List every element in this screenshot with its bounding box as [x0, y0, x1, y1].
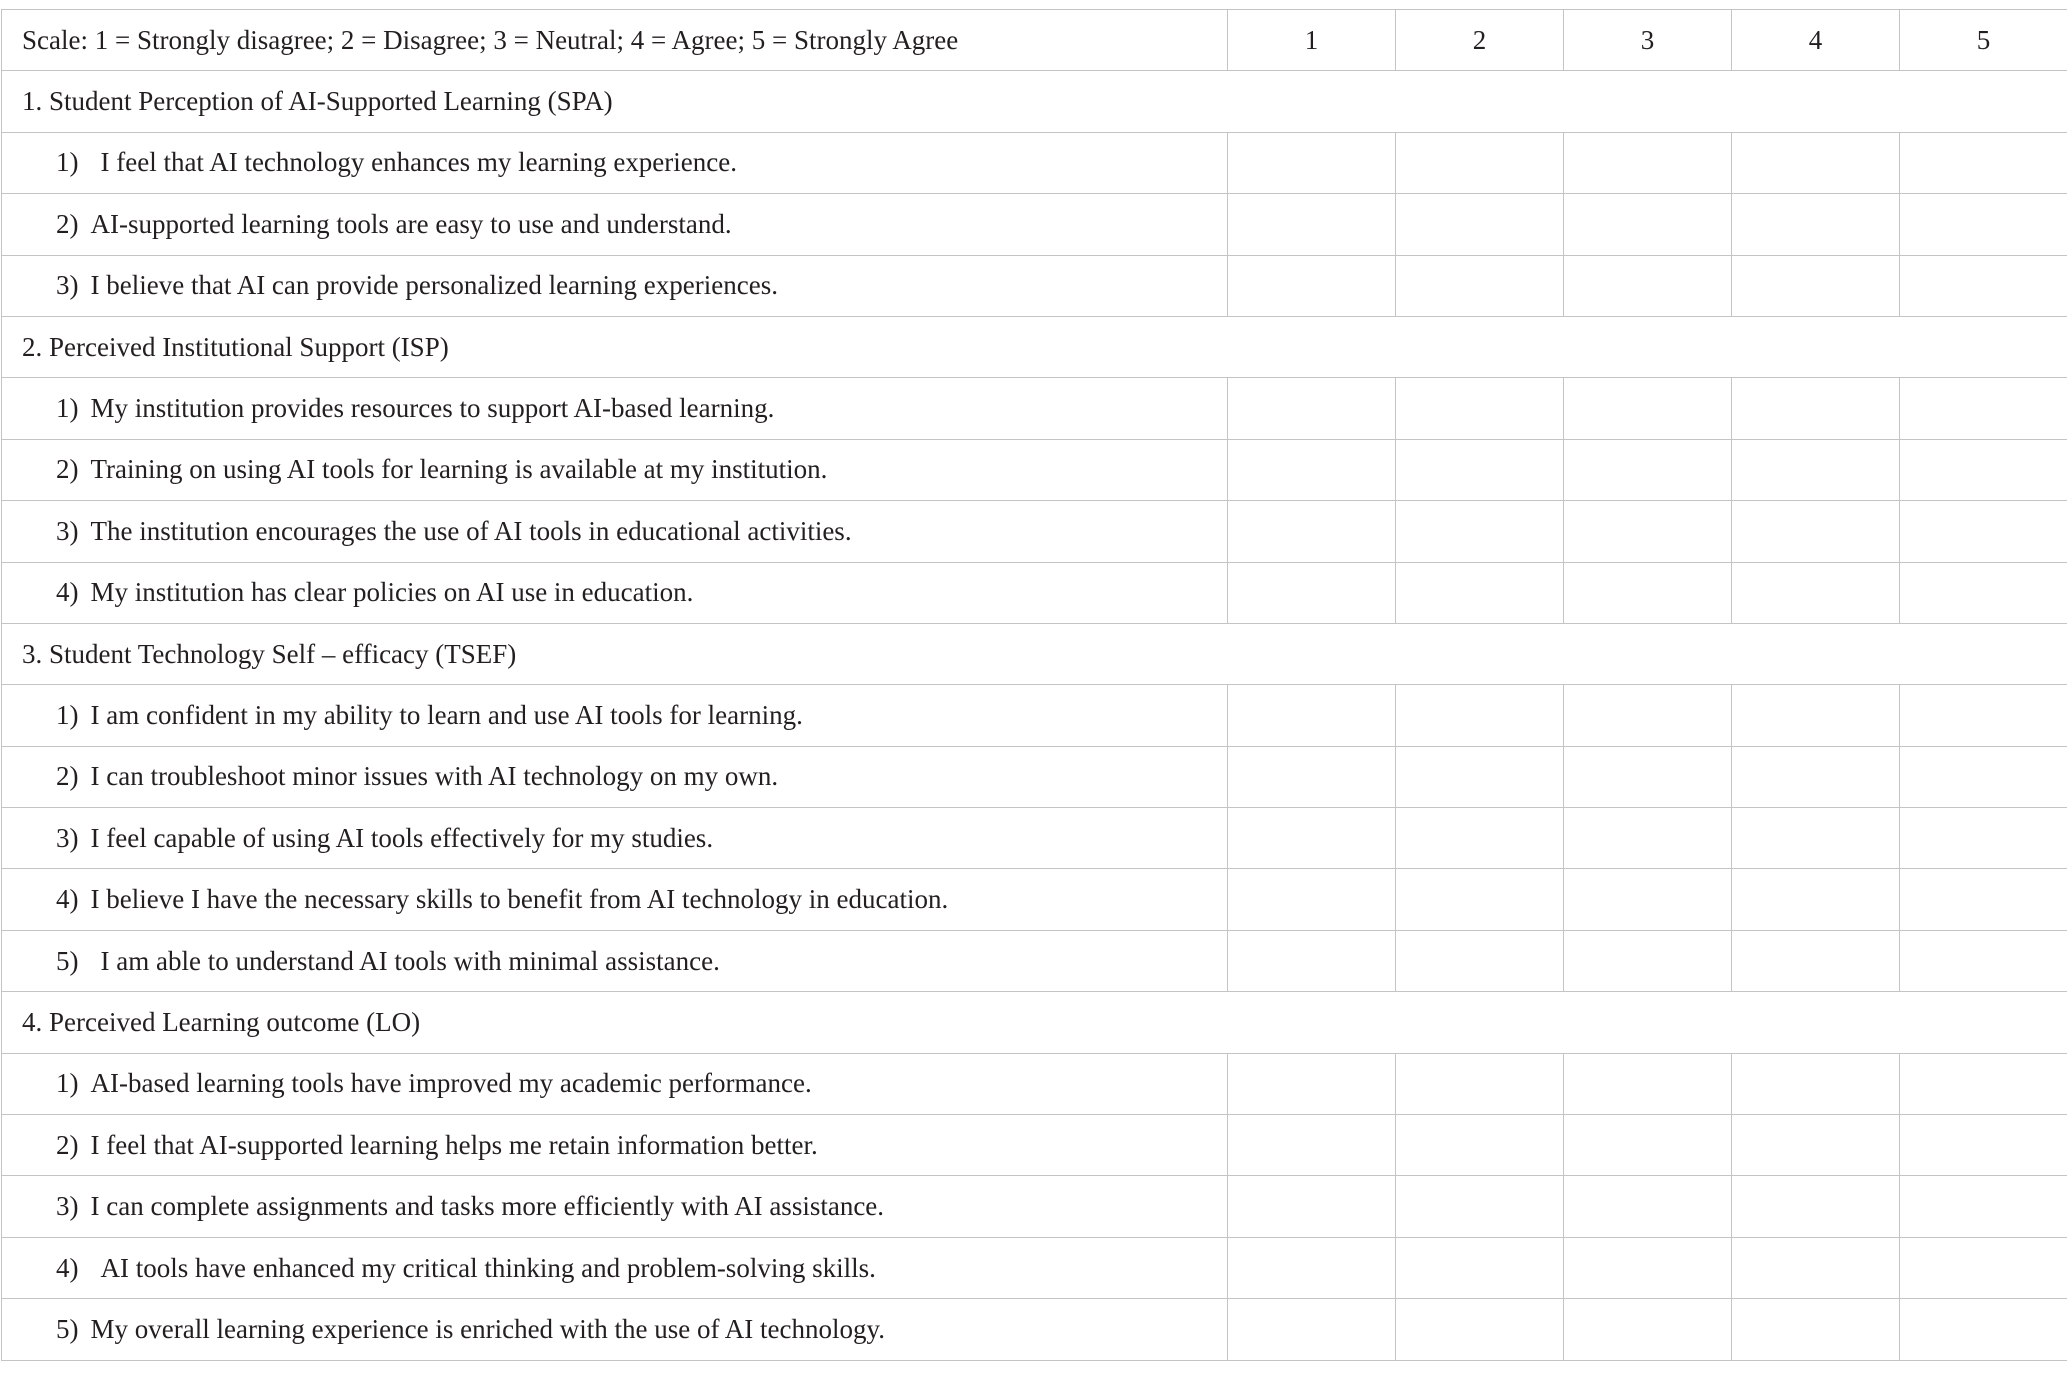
answer-cell-5[interactable]: [1900, 930, 2067, 991]
answer-cell-4[interactable]: [1732, 501, 1900, 562]
item-statement: I believe that AI can provide personalized learning experiences.: [90, 270, 778, 301]
item-number: 2): [56, 1129, 79, 1160]
answer-cell-5[interactable]: [1900, 746, 2067, 807]
item-statement: The institution encourages the use of AI tools in educational activities.: [90, 515, 852, 546]
answer-cell-4[interactable]: [1732, 930, 1900, 991]
answer-cell-2[interactable]: [1396, 1299, 1564, 1360]
scale-point-4: 4: [1732, 10, 1900, 71]
item-text: [2, 562, 1228, 623]
item-statement: I can troubleshoot minor issues with AI technology on my own.: [90, 761, 779, 792]
section-title-spa: 1. Student Perception of AI-Supported Learning (SPA): [2, 71, 2067, 132]
answer-cell-2[interactable]: [1396, 255, 1564, 316]
answer-cell-3[interactable]: [1564, 562, 1732, 623]
item-row: [2, 194, 2067, 255]
answer-cell-5[interactable]: [1900, 685, 2067, 746]
scale-point-5: 5: [1900, 10, 2067, 71]
item-statement: I am confident in my ability to learn and use AI tools for learning.: [90, 699, 803, 730]
answer-cell-1[interactable]: [1228, 1299, 1396, 1360]
item-text: [2, 439, 1228, 500]
answer-cell-4[interactable]: [1732, 1053, 1900, 1114]
item-text: [2, 1053, 1228, 1114]
item-statement: My institution provides resources to support AI-based learning.: [90, 393, 775, 424]
item-statement: AI tools have enhanced my critical thinking and problem-solving skills.: [100, 1252, 876, 1283]
answer-cell-3[interactable]: [1564, 1115, 1732, 1176]
answer-cell-2[interactable]: [1396, 1237, 1564, 1298]
likert-survey-table: [1, 9, 2067, 1361]
item-number: 5): [56, 1313, 79, 1344]
answer-cell-2[interactable]: [1396, 1053, 1564, 1114]
item-row: [2, 562, 2067, 623]
item-number: 3): [56, 515, 79, 546]
item-row: [2, 378, 2067, 439]
answer-cell-4[interactable]: [1732, 1176, 1900, 1237]
answer-cell-1[interactable]: [1228, 1053, 1396, 1114]
answer-cell-3[interactable]: [1564, 1053, 1732, 1114]
item-number: 4): [56, 884, 79, 915]
answer-cell-1[interactable]: [1228, 501, 1396, 562]
answer-cell-3[interactable]: [1564, 132, 1732, 193]
answer-cell-1[interactable]: [1228, 562, 1396, 623]
item-text: [2, 132, 1228, 193]
item-row: [2, 1053, 2067, 1114]
answer-cell-3[interactable]: [1564, 439, 1732, 500]
answer-cell-5[interactable]: [1900, 808, 2067, 869]
answer-cell-2[interactable]: [1396, 501, 1564, 562]
item-number: 2): [56, 761, 79, 792]
answer-cell-5[interactable]: [1900, 1299, 2067, 1360]
item-number: 3): [56, 822, 79, 853]
answer-cell-4[interactable]: [1732, 685, 1900, 746]
answer-cell-3[interactable]: [1564, 194, 1732, 255]
section-title-lo: 4. Perceived Learning outcome (LO): [2, 992, 2067, 1053]
answer-cell-4[interactable]: [1732, 746, 1900, 807]
answer-cell-5[interactable]: [1900, 1115, 2067, 1176]
item-row: [2, 1176, 2067, 1237]
answer-cell-1[interactable]: [1228, 132, 1396, 193]
item-text: [2, 869, 1228, 930]
answer-cell-5[interactable]: [1900, 378, 2067, 439]
item-text: [2, 1299, 1228, 1360]
answer-cell-5[interactable]: [1900, 1237, 2067, 1298]
answer-cell-5[interactable]: [1900, 562, 2067, 623]
item-number: 3): [56, 270, 79, 301]
answer-cell-4[interactable]: [1732, 562, 1900, 623]
answer-cell-3[interactable]: [1564, 869, 1732, 930]
item-statement: I feel capable of using AI tools effectively for my studies.: [90, 822, 714, 853]
item-statement: My institution has clear policies on AI use in education.: [90, 577, 694, 608]
answer-cell-2[interactable]: [1396, 194, 1564, 255]
item-row: [2, 439, 2067, 500]
scale-description: Scale: 1 = Strongly disagree; 2 = Disagree; 3 = Neutral; 4 = Agree; 5 = Strongly Agree: [2, 10, 1228, 71]
item-text: [2, 378, 1228, 439]
answer-cell-4[interactable]: [1732, 378, 1900, 439]
answer-cell-1[interactable]: [1228, 255, 1396, 316]
answer-cell-3[interactable]: [1564, 930, 1732, 991]
scale-point-2: 2: [1396, 10, 1564, 71]
item-number: 1): [56, 393, 79, 424]
item-text: [2, 746, 1228, 807]
answer-cell-4[interactable]: [1732, 439, 1900, 500]
item-statement: I believe I have the necessary skills to benefit from AI technology in education.: [90, 884, 949, 915]
item-statement: AI-based learning tools have improved my academic performance.: [90, 1068, 812, 1099]
answer-cell-2[interactable]: [1396, 685, 1564, 746]
answer-cell-4[interactable]: [1732, 808, 1900, 869]
scale-point-3: 3: [1564, 10, 1732, 71]
answer-cell-5[interactable]: [1900, 869, 2067, 930]
scale-point-1: 1: [1228, 10, 1396, 71]
answer-cell-4[interactable]: [1732, 194, 1900, 255]
answer-cell-4[interactable]: [1732, 1237, 1900, 1298]
section-header-row: [2, 316, 2067, 377]
answer-cell-2[interactable]: [1396, 746, 1564, 807]
item-row: [2, 685, 2067, 746]
item-row: [2, 930, 2067, 991]
answer-cell-2[interactable]: [1396, 930, 1564, 991]
answer-cell-1[interactable]: [1228, 439, 1396, 500]
item-number: 4): [56, 1252, 79, 1283]
answer-cell-1[interactable]: [1228, 869, 1396, 930]
item-row: [2, 255, 2067, 316]
item-statement: Training on using AI tools for learning is available at my institution.: [90, 454, 828, 485]
answer-cell-1[interactable]: [1228, 685, 1396, 746]
answer-cell-4[interactable]: [1732, 1115, 1900, 1176]
answer-cell-2[interactable]: [1396, 562, 1564, 623]
section-header-row: [2, 623, 2067, 684]
answer-cell-3[interactable]: [1564, 1299, 1732, 1360]
item-number: 2): [56, 208, 79, 239]
item-row: [2, 132, 2067, 193]
item-text: [2, 1115, 1228, 1176]
answer-cell-3[interactable]: [1564, 1237, 1732, 1298]
answer-cell-2[interactable]: [1396, 439, 1564, 500]
answer-cell-3[interactable]: [1564, 746, 1732, 807]
item-number: 2): [56, 454, 79, 485]
item-number: 1): [56, 1068, 79, 1099]
answer-cell-5[interactable]: [1900, 1053, 2067, 1114]
item-number: 5): [56, 945, 79, 976]
answer-cell-1[interactable]: [1228, 1115, 1396, 1176]
answer-cell-2[interactable]: [1396, 132, 1564, 193]
item-row: [2, 808, 2067, 869]
item-text: [2, 930, 1228, 991]
item-row: [2, 1115, 2067, 1176]
answer-cell-1[interactable]: [1228, 1237, 1396, 1298]
section-title-tsef: 3. Student Technology Self – efficacy (TSEF): [2, 623, 2067, 684]
item-number: 4): [56, 577, 79, 608]
item-statement: My overall learning experience is enriched with the use of AI technology.: [90, 1313, 885, 1344]
answer-cell-3[interactable]: [1564, 808, 1732, 869]
item-text: [2, 255, 1228, 316]
item-number: 3): [56, 1191, 79, 1222]
answer-cell-5[interactable]: [1900, 501, 2067, 562]
answer-cell-4[interactable]: [1732, 255, 1900, 316]
item-statement: AI-supported learning tools are easy to use and understand.: [90, 208, 732, 239]
item-statement: I am able to understand AI tools with minimal assistance.: [100, 945, 720, 976]
answer-cell-3[interactable]: [1564, 378, 1732, 439]
item-text: [2, 1176, 1228, 1237]
answer-cell-3[interactable]: [1564, 255, 1732, 316]
answer-cell-5[interactable]: [1900, 439, 2067, 500]
answer-cell-3[interactable]: [1564, 501, 1732, 562]
item-row: [2, 869, 2067, 930]
item-row: [2, 1299, 2067, 1360]
answer-cell-2[interactable]: [1396, 808, 1564, 869]
answer-cell-4[interactable]: [1732, 132, 1900, 193]
header-row: [2, 10, 2067, 71]
item-text: [2, 1237, 1228, 1298]
item-number: 1): [56, 699, 79, 730]
answer-cell-5[interactable]: [1900, 1176, 2067, 1237]
section-header-row: [2, 71, 2067, 132]
answer-cell-2[interactable]: [1396, 1176, 1564, 1237]
answer-cell-3[interactable]: [1564, 685, 1732, 746]
section-title-isp: 2. Perceived Institutional Support (ISP): [2, 316, 2067, 377]
answer-cell-5[interactable]: [1900, 255, 2067, 316]
item-number: 1): [56, 147, 79, 178]
answer-cell-1[interactable]: [1228, 378, 1396, 439]
answer-cell-1[interactable]: [1228, 1176, 1396, 1237]
answer-cell-1[interactable]: [1228, 194, 1396, 255]
answer-cell-1[interactable]: [1228, 808, 1396, 869]
answer-cell-5[interactable]: [1900, 194, 2067, 255]
item-row: [2, 1237, 2067, 1298]
item-text: [2, 194, 1228, 255]
answer-cell-2[interactable]: [1396, 378, 1564, 439]
section-header-row: [2, 992, 2067, 1053]
answer-cell-2[interactable]: [1396, 869, 1564, 930]
answer-cell-1[interactable]: [1228, 746, 1396, 807]
item-text: [2, 685, 1228, 746]
item-row: [2, 501, 2067, 562]
answer-cell-4[interactable]: [1732, 1299, 1900, 1360]
item-statement: I can complete assignments and tasks more efficiently with AI assistance.: [90, 1191, 885, 1222]
item-statement: I feel that AI technology enhances my learning experience.: [100, 147, 737, 178]
answer-cell-2[interactable]: [1396, 1115, 1564, 1176]
item-row: [2, 746, 2067, 807]
answer-cell-5[interactable]: [1900, 132, 2067, 193]
item-statement: I feel that AI-supported learning helps me retain information better.: [90, 1129, 818, 1160]
item-text: [2, 808, 1228, 869]
answer-cell-1[interactable]: [1228, 930, 1396, 991]
answer-cell-3[interactable]: [1564, 1176, 1732, 1237]
answer-cell-4[interactable]: [1732, 869, 1900, 930]
item-text: [2, 501, 1228, 562]
